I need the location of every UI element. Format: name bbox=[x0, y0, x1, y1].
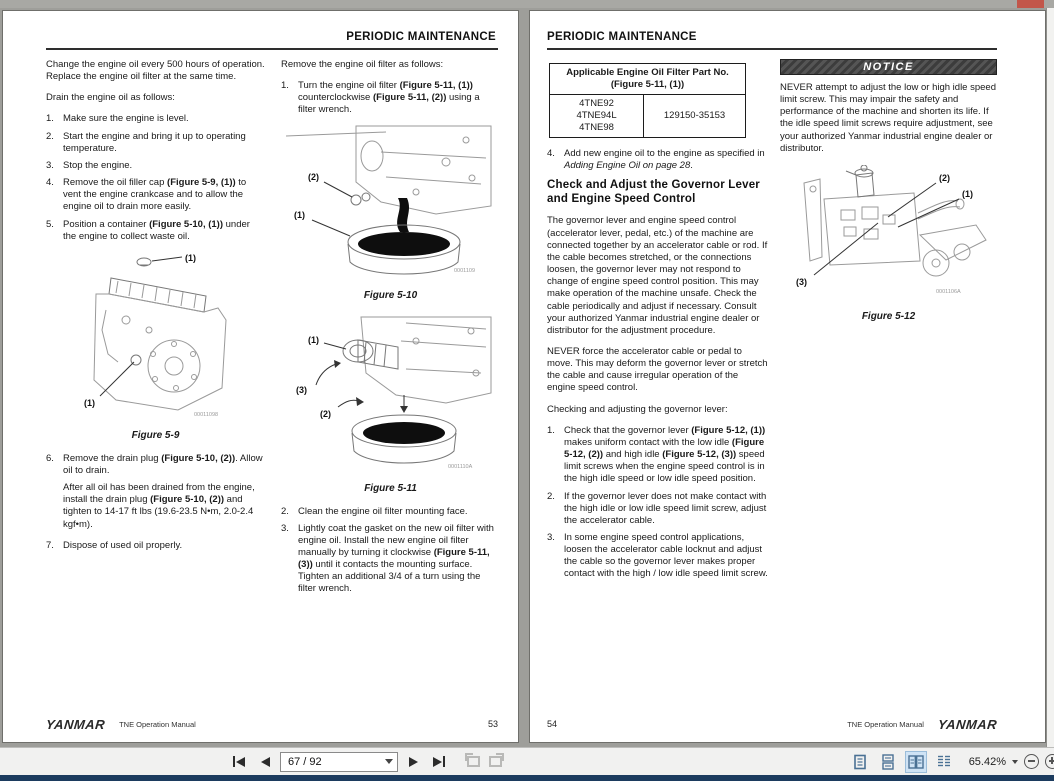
zoom-dropdown-caret-icon[interactable] bbox=[1012, 760, 1018, 764]
page-number-combo[interactable] bbox=[280, 752, 398, 772]
paragraph: Remove the engine oil filter as follows: bbox=[281, 59, 444, 70]
section-heading: Check and Adjust the Governor Lever and Engine Speed Control bbox=[547, 178, 760, 206]
page-navigation-group bbox=[228, 748, 504, 775]
previous-page-button[interactable] bbox=[254, 751, 276, 773]
header-rule bbox=[547, 48, 997, 50]
svg-text:0001110A: 0001110A bbox=[447, 463, 472, 470]
figure-5-10-oil-drain-illustration bbox=[281, 122, 500, 288]
paragraph: Drain the engine oil as follows: bbox=[46, 92, 175, 104]
list-item: 3. Stop the engine. bbox=[46, 159, 133, 171]
last-page-button[interactable] bbox=[428, 751, 450, 773]
page-number-value[interactable]: 67 / 92 bbox=[288, 755, 322, 768]
list-item: 2. If the governor lever does not make contact with the high idle or low idle speed limit screw, adjust the accelerator cable. bbox=[547, 490, 767, 526]
document-view-area bbox=[0, 8, 1054, 747]
oil-filter-part-table bbox=[549, 63, 746, 138]
page-title: PERIODIC MAINTENANCE bbox=[346, 31, 496, 43]
list-item: 3. Lightly coat the gasket on the new oil filter with engine oil. Install the new engine oil filter manually by turning it clockwise (Figure 5-11, (3)) until it contacts the mounting surface. Tighten an additional 3/4 of a turn using the filter wrench. bbox=[281, 522, 494, 595]
figure-5-11-oil-filter-illustration bbox=[281, 313, 500, 481]
list-item: 6. Remove the drain plug (Figure 5-10, (2)). Allow oil to drain. bbox=[46, 452, 263, 476]
figure-caption: Figure 5-10 bbox=[363, 289, 418, 301]
notice-text: NEVER attempt to adjust the low or high idle speed limit screw. This may impair the safety and performance of the machine and shorten its life. If the idle speed limit screws require adjustment, see your authorized Yanmar industrial engine dealer or distributor. bbox=[780, 82, 996, 154]
header-rule bbox=[46, 48, 498, 50]
figure-caption: Figure 5-12 bbox=[861, 311, 916, 323]
svg-text:(3): (3) bbox=[295, 384, 307, 395]
list-item: 1. Make sure the engine is level. bbox=[46, 113, 189, 125]
zoom-in-icon[interactable] bbox=[1045, 754, 1054, 769]
single-page-view-button[interactable] bbox=[849, 751, 871, 773]
list-item: 5. Position a container (Figure 5-10, (1)) under the engine to collect waste oil. bbox=[46, 218, 250, 242]
notice-banner: NOTICE bbox=[780, 59, 997, 75]
svg-text:(1): (1) bbox=[307, 334, 319, 345]
svg-text:(2): (2) bbox=[307, 171, 319, 182]
right-page-footer bbox=[547, 714, 997, 734]
manual-title: TNE Operation Manual bbox=[847, 719, 924, 729]
manual-title: TNE Operation Manual bbox=[119, 719, 196, 729]
list-item: 2. Start the engine and bring it up to operating temperature. bbox=[46, 130, 246, 154]
continuous-view-button[interactable] bbox=[877, 751, 899, 773]
svg-text:0001106A: 0001106A bbox=[936, 288, 961, 295]
zoom-out-icon[interactable] bbox=[1024, 754, 1039, 769]
right-page-column-2 bbox=[780, 59, 997, 334]
svg-text:(1): (1) bbox=[83, 397, 95, 408]
table-cell-models: 4TNE92 4TNE94L 4TNE98 bbox=[550, 94, 644, 137]
figure-5-9-engine-illustration bbox=[46, 248, 265, 428]
svg-text:00011098: 00011098 bbox=[193, 411, 218, 418]
previous-view-button[interactable] bbox=[464, 753, 482, 771]
first-page-button[interactable] bbox=[228, 751, 250, 773]
list-item: 3. In some engine speed control applications, loosen the accelerator cable locknut and adjust the cable so the governor lever makes proper contact with the high / low idle speed limit screw. bbox=[547, 532, 768, 580]
viewer-bottom-toolbar bbox=[0, 747, 1054, 775]
yanmar-logo: YANMAR bbox=[45, 716, 106, 732]
svg-text:(2): (2) bbox=[319, 408, 331, 419]
paragraph: Checking and adjusting the governor lever: bbox=[547, 403, 728, 415]
page-number: 53 bbox=[487, 719, 498, 729]
list-item-continuation: After all oil has been drained from the engine, install the drain plug (Figure 5-10, (2)) and tighten to 14-17 ft lbs (19.6-23.5 N•m, 2.0-2.4 kgf•m). bbox=[63, 482, 255, 530]
two-page-continuous-view-button[interactable] bbox=[933, 751, 955, 773]
list-item: 4. Add new engine oil to the engine as specified in Adding Engine Oil on page 28. bbox=[547, 148, 765, 172]
figure-caption: Figure 5-11 bbox=[364, 482, 417, 494]
list-item: 7. Dispose of used oil properly. bbox=[46, 539, 183, 551]
titlebar-close-accent[interactable] bbox=[1017, 0, 1044, 8]
list-item: 1. Check that the governor lever (Figure 5-12, (1)) makes uniform contact with the low idle (Figure 5-12, (2)) and high idle (Figure 5-12, (3)) speed limit screws when the engine speed control is in the high idle speed or low idle speed position. bbox=[547, 424, 766, 485]
right-page-column-1 bbox=[547, 59, 769, 586]
paragraph: The governor lever and engine speed control (accelerator lever, pedal, etc.) of the machine are connected together by an accelerator cable or rod. If the cable becomes stretched, or the connections loosen, the governor lever may not respond to change of engine speed control position. This may make operation of the machine unsafe. Check the cable periodically and adjust if necessary. Consult your authorized Yanmar industrial engine dealer or distributor for the adjustment procedure. bbox=[547, 215, 768, 336]
list-item: 4. Remove the oil filler cap (Figure 5-9, (1)) to vent the engine crankcase and to allow the engine oil to drain more easily. bbox=[46, 177, 247, 213]
two-page-view-button[interactable] bbox=[905, 751, 927, 773]
svg-text:(1): (1) bbox=[293, 209, 305, 220]
zoom-layout-group bbox=[849, 748, 1048, 775]
left-page-column-2 bbox=[281, 59, 500, 601]
svg-text:(1): (1) bbox=[184, 252, 196, 263]
svg-text:(1): (1) bbox=[962, 188, 973, 199]
yanmar-logo: YANMAR bbox=[937, 716, 998, 732]
next-page-button[interactable] bbox=[402, 751, 424, 773]
svg-text:(3): (3) bbox=[796, 276, 807, 287]
table-cell-part-no: 129150-35153 bbox=[644, 94, 746, 137]
list-item: 1. Turn the engine oil filter (Figure 5-11, (1)) counterclockwise (Figure 5-11, (2)) using a filter wrench. bbox=[281, 80, 480, 116]
pdf-page-54 bbox=[529, 10, 1046, 743]
zoom-level-value[interactable]: 65.42% bbox=[968, 755, 1006, 768]
table-header: Applicable Engine Oil Filter Part No. (Figure 5-11, (1)) bbox=[550, 64, 746, 95]
left-page-column-1 bbox=[46, 59, 265, 557]
pdf-page-53 bbox=[2, 10, 519, 743]
paragraph: Change the engine oil every 500 hours of operation. Replace the engine oil filter at the same time. bbox=[46, 59, 265, 83]
left-page-footer bbox=[46, 714, 498, 734]
svg-text:0001109: 0001109 bbox=[453, 267, 475, 274]
figure-5-12-governor-illustration bbox=[780, 165, 997, 309]
page-title: PERIODIC MAINTENANCE bbox=[547, 31, 697, 43]
window-titlebar bbox=[0, 0, 1054, 8]
page-number: 54 bbox=[547, 719, 558, 729]
svg-text:(2): (2) bbox=[939, 172, 950, 183]
taskbar-strip bbox=[0, 775, 1054, 781]
vertical-scrollbar[interactable] bbox=[1046, 8, 1054, 747]
paragraph: NEVER force the accelerator cable or pedal to move. This may deform the governor lever or stretch the cable and cause irregular operation of the engine speed control. bbox=[547, 345, 768, 394]
figure-caption: Figure 5-9 bbox=[131, 430, 180, 442]
next-view-button[interactable] bbox=[486, 753, 504, 771]
page-combo-caret-icon[interactable] bbox=[381, 759, 397, 764]
list-item: 2. Clean the engine oil filter mounting face. bbox=[281, 505, 468, 517]
